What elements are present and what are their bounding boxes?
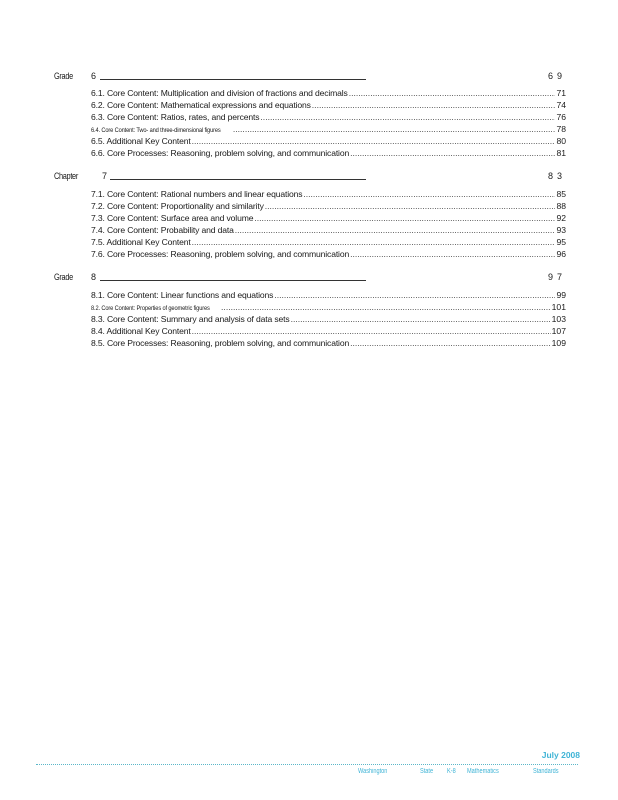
toc-entry-label: 8.3. Core Content: Summary and analysis of data sets bbox=[91, 314, 290, 324]
toc-group-chapter-7 bbox=[91, 189, 566, 261]
toc-entry-page: 93 bbox=[556, 225, 566, 235]
toc-entry-label: 6.6. Core Processes: Reasoning, problem solving, and communication bbox=[91, 148, 350, 158]
dot-leader bbox=[291, 314, 551, 324]
toc-entry[interactable] bbox=[91, 201, 566, 213]
dot-leader bbox=[192, 136, 556, 146]
toc-entry[interactable] bbox=[91, 88, 566, 100]
toc-entry-page: 74 bbox=[556, 100, 566, 110]
dot-leader bbox=[303, 189, 555, 199]
dot-leader bbox=[350, 338, 551, 348]
footer-state: Washington bbox=[358, 768, 388, 775]
dot-leader bbox=[265, 201, 556, 211]
footer-rule bbox=[36, 764, 578, 765]
toc-entry-label: 7.5. Additional Key Content bbox=[91, 237, 191, 247]
toc-entry-page: 92 bbox=[556, 213, 566, 223]
section-heading-chapter-7 bbox=[54, 171, 618, 185]
toc-entry-label: 6.3. Core Content: Ratios, rates, and percents bbox=[91, 112, 260, 122]
toc-entry-page: 99 bbox=[556, 290, 566, 300]
toc-entry[interactable] bbox=[91, 290, 566, 302]
toc-entry-label: 7.2. Core Content: Proportionality and similarity bbox=[91, 201, 264, 211]
footer-standards: Standards bbox=[533, 768, 559, 775]
toc-entry-page: 109 bbox=[551, 338, 566, 348]
toc-entry-page: 107 bbox=[551, 326, 566, 336]
toc-entry[interactable] bbox=[91, 189, 566, 201]
footer-state-word: State bbox=[420, 768, 434, 775]
footer-grades: K-8 bbox=[447, 768, 456, 775]
toc-entry-label: 7.1. Core Content: Rational numbers and linear equations bbox=[91, 189, 303, 199]
toc-entry-page: 78 bbox=[556, 124, 566, 134]
toc-entry-label: 8.5. Core Processes: Reasoning, problem solving, and communication bbox=[91, 338, 350, 348]
section-rule bbox=[100, 79, 366, 80]
section-page: 83 bbox=[548, 171, 567, 181]
toc-entry-page: 76 bbox=[556, 112, 566, 122]
dot-leader bbox=[260, 112, 555, 122]
toc-entry[interactable] bbox=[91, 302, 566, 314]
dot-leader bbox=[312, 100, 556, 110]
toc-entry-page: 71 bbox=[556, 88, 566, 98]
toc-entry[interactable] bbox=[91, 148, 566, 160]
dot-leader bbox=[192, 326, 551, 336]
toc-entry[interactable] bbox=[91, 237, 566, 249]
section-heading-grade-6 bbox=[54, 71, 618, 85]
dot-leader bbox=[274, 290, 555, 300]
toc-entry-label: 6.2. Core Content: Mathematical expressions and equations bbox=[91, 100, 311, 110]
toc-entry[interactable] bbox=[91, 213, 566, 225]
dot-leader bbox=[349, 88, 556, 98]
toc-entry[interactable] bbox=[91, 112, 566, 124]
section-number: 8 bbox=[91, 272, 97, 282]
section-page: 97 bbox=[548, 272, 567, 282]
section-number: 7 bbox=[102, 171, 108, 181]
dot-leader bbox=[235, 225, 556, 235]
toc-entry-label: 7.6. Core Processes: Reasoning, problem solving, and communication bbox=[91, 249, 350, 259]
toc-entry[interactable] bbox=[91, 249, 566, 261]
toc-entry-page: 103 bbox=[551, 314, 566, 324]
dot-leader bbox=[350, 148, 555, 158]
toc-entry[interactable] bbox=[91, 100, 566, 112]
toc-entry-page: 88 bbox=[556, 201, 566, 211]
toc-entry-label: 8.4. Additional Key Content bbox=[91, 326, 191, 336]
toc-entry-label: 6.4. Core Content: Two- and three-dimensional figures bbox=[91, 127, 221, 134]
dot-leader bbox=[233, 124, 556, 134]
section-label: Grade bbox=[54, 71, 73, 81]
section-rule bbox=[110, 179, 366, 180]
toc-entry[interactable] bbox=[91, 124, 566, 136]
toc-entry-label: 6.5. Additional Key Content bbox=[91, 136, 191, 146]
dot-leader bbox=[254, 213, 555, 223]
section-label: Grade bbox=[54, 272, 73, 282]
section-number: 6 bbox=[91, 71, 97, 81]
toc-entry-label: 8.1. Core Content: Linear functions and equations bbox=[91, 290, 274, 300]
dot-leader bbox=[350, 249, 555, 259]
toc-entry[interactable] bbox=[91, 225, 566, 237]
toc-entry-page: 96 bbox=[556, 249, 566, 259]
footer-date: July 2008 bbox=[541, 750, 580, 760]
dot-leader bbox=[221, 302, 551, 312]
section-page: 69 bbox=[548, 71, 567, 81]
toc-entry-page: 101 bbox=[551, 302, 566, 312]
footer-subject: Mathematics bbox=[467, 768, 499, 775]
toc-entry-page: 85 bbox=[556, 189, 566, 199]
toc-group-grade-6 bbox=[91, 88, 566, 160]
toc-entry[interactable] bbox=[91, 136, 566, 148]
section-rule bbox=[100, 280, 366, 281]
toc-entry-label: 6.1. Core Content: Multiplication and division of fractions and decimals bbox=[91, 88, 348, 98]
section-heading-grade-8 bbox=[54, 272, 618, 286]
toc-entry-label: 7.4. Core Content: Probability and data bbox=[91, 225, 234, 235]
toc-entry[interactable] bbox=[91, 314, 566, 326]
toc-group-grade-8 bbox=[91, 290, 566, 350]
toc-entry-page: 80 bbox=[556, 136, 566, 146]
toc-entry-page: 81 bbox=[556, 148, 566, 158]
section-label: Chapter bbox=[54, 171, 78, 181]
toc-entry[interactable] bbox=[91, 338, 566, 350]
toc-entry[interactable] bbox=[91, 326, 566, 338]
toc-entry-page: 95 bbox=[556, 237, 566, 247]
toc-entry-label: 8.2. Core Content: Properties of geometric figures bbox=[91, 305, 210, 312]
dot-leader bbox=[192, 237, 556, 247]
toc-entry-label: 7.3. Core Content: Surface area and volume bbox=[91, 213, 254, 223]
